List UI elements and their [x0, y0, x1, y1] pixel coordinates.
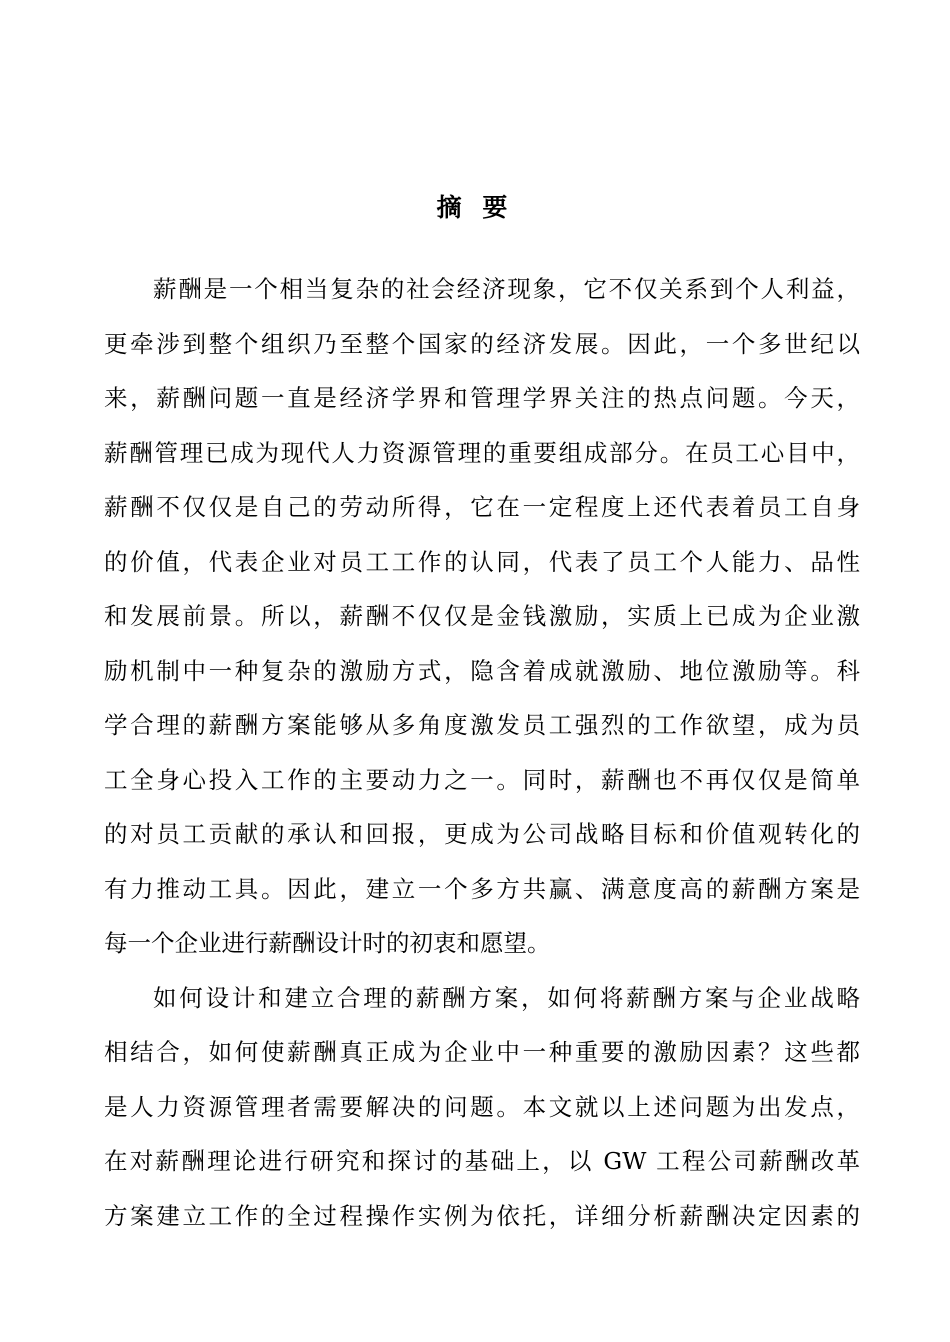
text-line: 每一个企业进行薪酬设计时的初衷和愿望。	[104, 929, 551, 957]
text-line: 有力推动工具。因此，建立一个多方共赢、满意度高的薪酬方案是	[104, 874, 860, 903]
text-line: 的价值，代表企业对员工工作的认同，代表了员工个人能力、品性	[104, 547, 860, 576]
text-line: 和发展前景。所以，薪酬不仅仅是金钱激励，实质上已成为企业激	[104, 602, 860, 630]
text-line: 励机制中一种复杂的激励方式，隐含着成就激励、地位激励等。科	[104, 656, 860, 685]
text-line: 如何设计和建立合理的薪酬方案，如何将薪酬方案与企业战略	[153, 983, 860, 1012]
abstract-body	[104, 262, 860, 1243]
text-line: 更牵涉到整个组织乃至整个国家的经济发展。因此，一个多世纪以	[104, 329, 860, 358]
text-line: 薪酬不仅仅是自己的劳动所得，它在一定程度上还代表着员工自身	[104, 493, 860, 521]
paragraph-1	[104, 262, 860, 971]
text-line: 的对员工贡献的承认和回报，更成为公司战略目标和价值观转化的	[104, 820, 860, 848]
text-line: 是人力资源管理者需要解决的问题。本文就以上述问题为出发点，	[104, 1092, 860, 1121]
text-line: 方案建立工作的全过程操作实例为依托，详细分析薪酬决定因素的	[104, 1201, 860, 1230]
text-line: 薪酬是一个相当复杂的社会经济现象，它不仅关系到个人利益，	[153, 275, 860, 303]
abstract-title: 摘 要	[436, 193, 514, 222]
text-line: 薪酬管理已成为现代人力资源管理的重要组成部分。在员工心目中，	[104, 438, 860, 467]
text-line: 工全身心投入工作的主要动力之一。同时，薪酬也不再仅仅是简单	[104, 765, 860, 794]
text-line: 来，薪酬问题一直是经济学界和管理学界关注的热点问题。今天，	[104, 384, 860, 412]
paragraph-2	[104, 971, 860, 1244]
text-line: 学合理的薪酬方案能够从多角度激发员工强烈的工作欲望，成为员	[104, 711, 860, 739]
text-line: 相结合，如何使薪酬真正成为企业中一种重要的激励因素？这些都	[104, 1038, 860, 1066]
text-line: 在对薪酬理论进行研究和探讨的基础上，以 GW 工程公司薪酬改革	[104, 1147, 860, 1175]
